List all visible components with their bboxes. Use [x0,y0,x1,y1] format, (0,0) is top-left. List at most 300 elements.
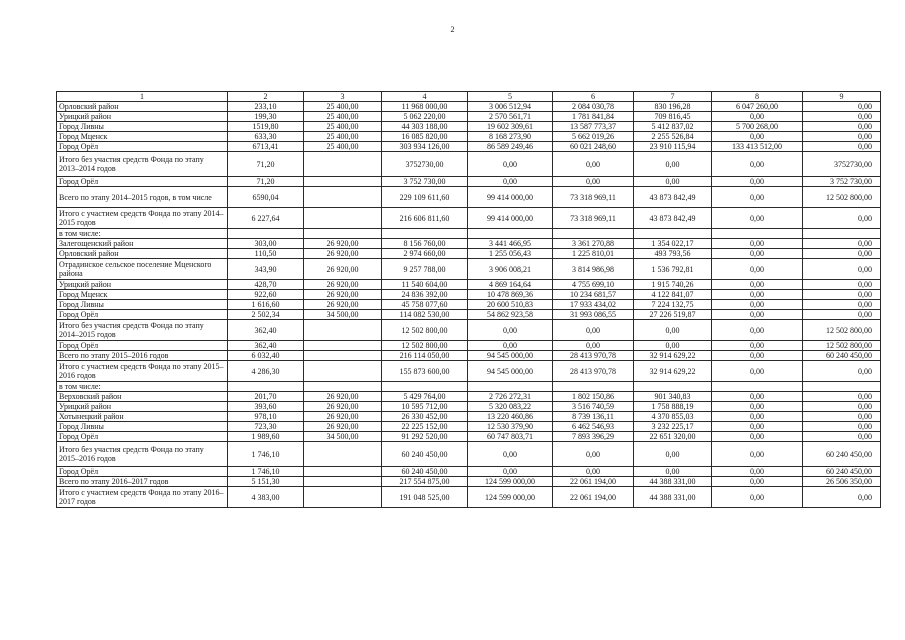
value-cell: 10 478 869,36 [468,290,553,300]
value-cell: 26 330 452,00 [382,412,468,422]
value-cell: 830 196,28 [634,102,712,112]
value-cell: 0,00 [803,132,881,142]
value-cell: 0,00 [803,290,881,300]
value-cell: 978,10 [228,412,304,422]
table-row [57,280,881,290]
value-cell [553,382,634,392]
row-label-cell: Всего по этапу 2016–2017 годов [57,477,228,487]
value-cell [304,229,382,239]
row-label-cell: Всего по этапу 2014–2015 годов, в том числе [57,187,228,208]
value-cell: 393,60 [228,402,304,412]
value-cell: 22 061 194,00 [553,477,634,487]
value-cell: 60 021 248,60 [553,142,634,152]
value-cell: 1 746,10 [228,442,304,467]
value-cell: 8 156 760,00 [382,239,468,249]
value-cell: 3 814 986,98 [553,259,634,280]
value-cell: 0,00 [553,177,634,187]
value-cell: 60 240 450,00 [382,467,468,477]
value-cell: 0,00 [712,112,803,122]
value-cell: 3 006 512,94 [468,102,553,112]
value-cell: 5 412 837,02 [634,122,712,132]
row-label-cell: в том числе: [57,382,228,392]
value-cell: 13 220 460,86 [468,412,553,422]
column-header: 5 [468,92,553,102]
value-cell [304,477,382,487]
value-cell: 6713,41 [228,142,304,152]
value-cell: 0,00 [712,477,803,487]
value-cell: 199,30 [228,112,304,122]
value-cell: 27 226 519,87 [634,310,712,320]
value-cell: 1 536 792,81 [634,259,712,280]
value-cell [803,229,881,239]
value-cell: 5 700 268,00 [712,122,803,132]
value-cell: 26 920,00 [304,392,382,402]
table-row [57,122,881,132]
value-cell: 26 920,00 [304,300,382,310]
value-cell: 0,00 [634,341,712,351]
value-cell: 0,00 [803,422,881,432]
value-cell: 303 934 126,00 [382,142,468,152]
row-label-cell: в том числе: [57,229,228,239]
value-cell: 73 318 969,11 [553,187,634,208]
value-cell: 0,00 [803,122,881,132]
value-cell: 0,00 [712,432,803,442]
value-cell: 0,00 [803,208,881,229]
value-cell: 0,00 [803,310,881,320]
value-cell: 901 340,83 [634,392,712,402]
table-row [57,142,881,152]
column-header: 9 [803,92,881,102]
table-row [57,239,881,249]
value-cell: 3 752 730,00 [382,177,468,187]
column-header: 4 [382,92,468,102]
value-cell: 0,00 [712,208,803,229]
value-cell: 0,00 [803,249,881,259]
column-header: 7 [634,92,712,102]
value-cell: 28 413 970,78 [553,351,634,361]
value-cell: 54 862 923,58 [468,310,553,320]
value-cell: 0,00 [712,320,803,341]
column-header: 1 [57,92,228,102]
value-cell: 1 746,10 [228,467,304,477]
table-row [57,392,881,402]
value-cell: 2 502,34 [228,310,304,320]
value-cell: 0,00 [712,351,803,361]
page-number: 2 [450,25,455,34]
value-cell: 428,70 [228,280,304,290]
table-row [57,187,881,208]
value-cell: 0,00 [634,152,712,177]
value-cell: 0,00 [712,259,803,280]
value-cell: 7 893 396,29 [553,432,634,442]
value-cell: 26 920,00 [304,239,382,249]
value-cell [304,351,382,361]
table-row [57,487,881,508]
value-cell: 0,00 [712,341,803,351]
value-cell: 8 168 273,90 [468,132,553,142]
value-cell [468,229,553,239]
value-cell: 71,20 [228,177,304,187]
value-cell: 0,00 [553,320,634,341]
value-cell: 43 873 842,49 [634,187,712,208]
value-cell: 0,00 [634,320,712,341]
table-row [57,382,881,392]
value-cell [304,467,382,477]
value-cell [304,361,382,382]
value-cell: 25 400,00 [304,102,382,112]
value-cell: 12 502 800,00 [382,341,468,351]
data-table [56,91,881,508]
value-cell: 3 906 008,21 [468,259,553,280]
value-cell: 3 752 730,00 [803,177,881,187]
value-cell: 723,30 [228,422,304,432]
table-row [57,229,881,239]
value-cell: 5 320 083,22 [468,402,553,412]
value-cell: 3 361 270,88 [553,239,634,249]
row-label-cell: Орловский район [57,249,228,259]
value-cell [634,382,712,392]
value-cell: 0,00 [712,280,803,290]
value-cell: 216 606 811,60 [382,208,468,229]
value-cell: 124 599 000,00 [468,487,553,508]
value-cell [712,229,803,239]
value-cell [304,341,382,351]
value-cell: 2 255 526,84 [634,132,712,142]
value-cell [304,382,382,392]
value-cell: 44 388 331,00 [634,487,712,508]
value-cell [304,487,382,508]
value-cell: 124 599 000,00 [468,477,553,487]
value-cell: 633,30 [228,132,304,142]
value-cell: 3752730,00 [382,152,468,177]
value-cell: 19 602 309,61 [468,122,553,132]
value-cell: 0,00 [712,152,803,177]
value-cell [468,382,553,392]
row-label-cell: Город Орёл [57,142,228,152]
value-cell: 5 662 019,26 [553,132,634,142]
value-cell: 362,40 [228,320,304,341]
value-cell [803,382,881,392]
value-cell: 0,00 [468,467,553,477]
value-cell: 4 370 855,03 [634,412,712,422]
row-label-cell: Всего по этапу 2015–2016 годов [57,351,228,361]
value-cell: 71,20 [228,152,304,177]
value-cell: 233,10 [228,102,304,112]
value-cell: 0,00 [803,361,881,382]
value-cell: 0,00 [553,467,634,477]
value-cell: 86 589 249,46 [468,142,553,152]
table-row [57,467,881,477]
value-cell: 0,00 [803,239,881,249]
table-row [57,290,881,300]
value-cell: 0,00 [468,177,553,187]
value-cell: 493 793,56 [634,249,712,259]
value-cell: 0,00 [712,412,803,422]
value-cell: 0,00 [468,320,553,341]
value-cell: 24 836 392,00 [382,290,468,300]
column-header: 3 [304,92,382,102]
row-label-cell: Город Мценск [57,132,228,142]
value-cell: 1 989,60 [228,432,304,442]
table-row [57,341,881,351]
value-cell [634,229,712,239]
table-row [57,300,881,310]
value-cell: 3 441 466,95 [468,239,553,249]
value-cell: 0,00 [803,280,881,290]
table-row [57,259,881,280]
value-cell: 26 506 350,00 [803,477,881,487]
value-cell: 73 318 969,11 [553,208,634,229]
row-label-cell: Город Орёл [57,177,228,187]
value-cell [382,382,468,392]
row-label-cell: Город Ливны [57,300,228,310]
value-cell: 0,00 [803,300,881,310]
table-body [57,102,881,508]
value-cell: 0,00 [803,142,881,152]
value-cell: 0,00 [712,402,803,412]
value-cell: 43 873 842,49 [634,208,712,229]
value-cell [304,177,382,187]
value-cell: 10 595 712,00 [382,402,468,412]
value-cell: 99 414 000,00 [468,187,553,208]
value-cell [382,229,468,239]
value-cell [304,187,382,208]
table-row [57,132,881,142]
value-cell: 1 802 150,86 [553,392,634,402]
row-label-cell: Итого с участием средств Фонда по этапу 2014–2015 годов [57,208,228,229]
value-cell: 26 920,00 [304,290,382,300]
value-cell: 0,00 [468,152,553,177]
table-row [57,402,881,412]
value-cell: 0,00 [712,249,803,259]
value-cell: 110,50 [228,249,304,259]
value-cell: 0,00 [803,432,881,442]
value-cell: 60 240 450,00 [803,351,881,361]
value-cell: 60 240 450,00 [382,442,468,467]
value-cell: 709 816,45 [634,112,712,122]
row-label-cell: Орловский район [57,102,228,112]
value-cell [304,208,382,229]
value-cell: 0,00 [712,467,803,477]
value-cell: 25 400,00 [304,142,382,152]
value-cell [712,382,803,392]
table-row [57,422,881,432]
value-cell: 0,00 [712,290,803,300]
value-cell: 1 758 888,19 [634,402,712,412]
value-cell: 0,00 [803,392,881,402]
row-label-cell: Город Мценск [57,290,228,300]
row-label-cell: Итого с участием средств Фонда по этапу 2015–2016 годов [57,361,228,382]
value-cell: 22 061 194,00 [553,487,634,508]
row-label-cell: Город Орёл [57,310,228,320]
value-cell: 22 651 320,00 [634,432,712,442]
value-cell: 22 225 152,00 [382,422,468,432]
table-row [57,361,881,382]
value-cell: 45 758 077,60 [382,300,468,310]
value-cell: 0,00 [468,442,553,467]
value-cell: 26 920,00 [304,412,382,422]
row-label-cell: Итого с участием средств Фонда по этапу 2016–2017 годов [57,487,228,508]
row-label-cell: Итого без участия средств Фонда по этапу 2013–2014 годов [57,152,228,177]
value-cell: 0,00 [712,177,803,187]
value-cell: 1 616,60 [228,300,304,310]
table-row [57,351,881,361]
value-cell: 34 500,00 [304,310,382,320]
value-cell: 1 225 810,01 [553,249,634,259]
value-cell: 6 047 260,00 [712,102,803,112]
value-cell: 3 232 225,17 [634,422,712,432]
value-cell [304,442,382,467]
value-cell: 133 413 512,00 [712,142,803,152]
value-cell: 1 915 740,26 [634,280,712,290]
value-cell: 25 400,00 [304,122,382,132]
table-row [57,249,881,259]
row-label-cell: Город Орёл [57,467,228,477]
value-cell: 13 587 773,37 [553,122,634,132]
value-cell: 0,00 [553,442,634,467]
value-cell: 922,60 [228,290,304,300]
value-cell: 343,90 [228,259,304,280]
value-cell: 32 914 629,22 [634,361,712,382]
value-cell: 0,00 [712,187,803,208]
value-cell: 17 933 434,02 [553,300,634,310]
value-cell: 12 530 379,90 [468,422,553,432]
value-cell: 0,00 [468,341,553,351]
value-cell: 5 062 220,00 [382,112,468,122]
value-cell: 8 739 136,11 [553,412,634,422]
value-cell: 9 257 788,00 [382,259,468,280]
value-cell [553,229,634,239]
value-cell: 0,00 [712,132,803,142]
value-cell: 0,00 [634,177,712,187]
row-label-cell: Хотынецкий район [57,412,228,422]
table-row [57,412,881,422]
value-cell: 0,00 [803,487,881,508]
value-cell: 20 600 510,83 [468,300,553,310]
row-label-cell: Итого без участия средств Фонда по этапу 2015–2016 годов [57,442,228,467]
value-cell: 11 540 604,00 [382,280,468,290]
value-cell: 3752730,00 [803,152,881,177]
column-header: 2 [228,92,304,102]
value-cell: 201,70 [228,392,304,402]
table-row [57,477,881,487]
value-cell: 0,00 [634,467,712,477]
value-cell: 26 920,00 [304,280,382,290]
row-label-cell: Отрадинское сельское поселение Мценского района [57,259,228,280]
value-cell: 0,00 [553,152,634,177]
value-cell: 5 429 764,00 [382,392,468,402]
value-cell: 4 869 164,64 [468,280,553,290]
row-label-cell: Верховский район [57,392,228,402]
table-row [57,112,881,122]
value-cell: 0,00 [712,239,803,249]
value-cell: 0,00 [803,259,881,280]
value-cell: 26 920,00 [304,422,382,432]
value-cell: 6590,04 [228,187,304,208]
value-cell: 7 224 132,75 [634,300,712,310]
value-cell: 0,00 [803,412,881,422]
value-cell [304,152,382,177]
table-row [57,102,881,112]
value-cell: 191 048 525,00 [382,487,468,508]
row-label-cell: Город Ливны [57,422,228,432]
row-label-cell: Урицкий район [57,402,228,412]
header-row [57,92,881,102]
value-cell: 217 554 875,00 [382,477,468,487]
value-cell: 2 974 660,00 [382,249,468,259]
column-header: 6 [553,92,634,102]
value-cell: 303,00 [228,239,304,249]
row-label-cell: Город Ливны [57,122,228,132]
value-cell: 229 109 611,60 [382,187,468,208]
table-row [57,320,881,341]
value-cell: 26 920,00 [304,402,382,412]
value-cell: 99 414 000,00 [468,208,553,229]
value-cell: 25 400,00 [304,132,382,142]
value-cell: 26 920,00 [304,259,382,280]
table-row [57,177,881,187]
value-cell: 0,00 [712,310,803,320]
table-row [57,432,881,442]
value-cell: 12 502 800,00 [803,187,881,208]
row-label-cell: Залегощенский район [57,239,228,249]
value-cell: 34 500,00 [304,432,382,442]
value-cell: 4 122 841,07 [634,290,712,300]
value-cell: 0,00 [712,300,803,310]
table-row [57,152,881,177]
value-cell: 0,00 [803,112,881,122]
value-cell [228,382,304,392]
value-cell: 216 114 050,00 [382,351,468,361]
value-cell: 28 413 970,78 [553,361,634,382]
value-cell: 60 747 803,71 [468,432,553,442]
value-cell: 4 755 699,10 [553,280,634,290]
value-cell: 1 354 022,17 [634,239,712,249]
value-cell [304,320,382,341]
value-cell: 6 462 546,93 [553,422,634,432]
value-cell [228,229,304,239]
value-cell: 0,00 [712,422,803,432]
table-row [57,208,881,229]
value-cell: 10 234 681,57 [553,290,634,300]
value-cell: 0,00 [712,361,803,382]
value-cell: 2 570 561,71 [468,112,553,122]
value-cell: 0,00 [803,402,881,412]
column-header: 8 [712,92,803,102]
value-cell: 31 993 086,55 [553,310,634,320]
value-cell: 0,00 [712,442,803,467]
value-cell: 94 545 000,00 [468,351,553,361]
value-cell: 6 032,40 [228,351,304,361]
value-cell: 1 255 056,43 [468,249,553,259]
value-cell: 26 920,00 [304,249,382,259]
value-cell: 0,00 [634,442,712,467]
value-cell: 362,40 [228,341,304,351]
value-cell: 44 388 331,00 [634,477,712,487]
value-cell: 0,00 [803,102,881,112]
value-cell: 12 502 800,00 [803,320,881,341]
value-cell: 4 286,30 [228,361,304,382]
value-cell: 11 968 000,00 [382,102,468,112]
row-label-cell: Урицкий район [57,112,228,122]
table-row [57,310,881,320]
value-cell: 16 085 820,00 [382,132,468,142]
value-cell: 0,00 [712,392,803,402]
value-cell: 94 545 000,00 [468,361,553,382]
value-cell: 5 151,30 [228,477,304,487]
value-cell: 155 873 600,00 [382,361,468,382]
value-cell: 3 516 740,59 [553,402,634,412]
